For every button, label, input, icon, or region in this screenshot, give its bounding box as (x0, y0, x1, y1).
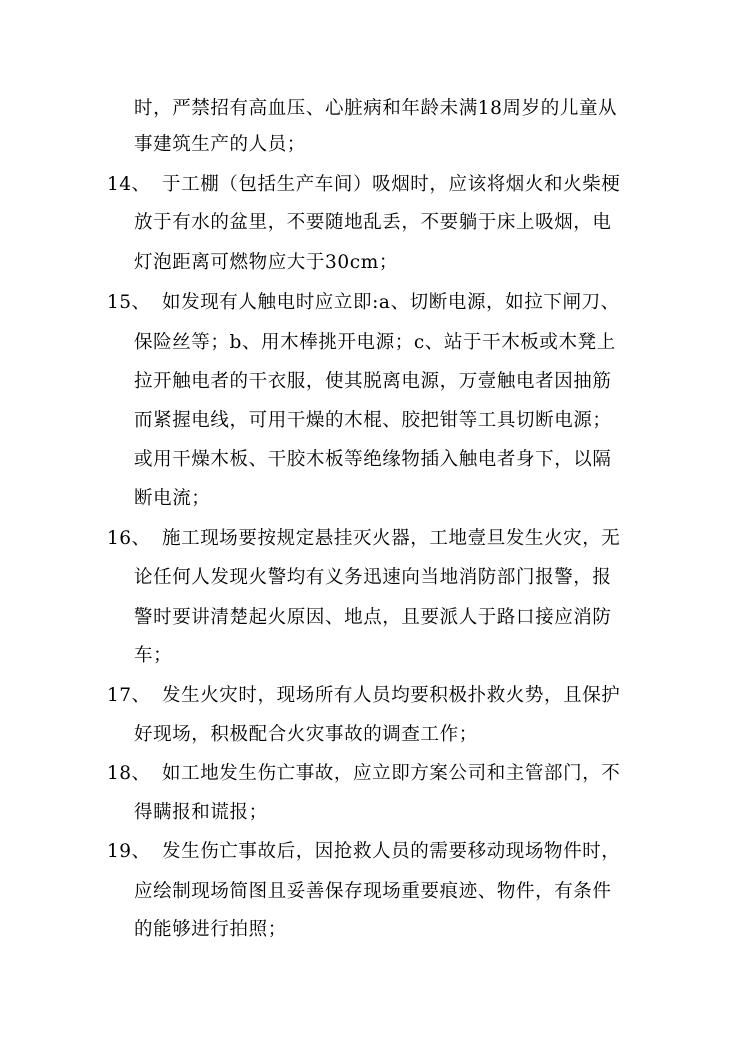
item-19-line-1: 发生伤亡事故后，因抢救人员的需要移动现场物件时， (162, 841, 621, 862)
item-16-line-4: 车； (134, 645, 173, 666)
item-19-line-3: 的能够进行拍照； (134, 919, 287, 940)
item-15-line-2: 保险丝等；b、用木棒挑开电源；c、站于干木板或木凳上 (134, 332, 616, 353)
item-14-line-3: 灯泡距离可燃物应大于30cm； (134, 252, 398, 273)
intro-line-2: 事建筑生产的人员； (134, 134, 306, 155)
item-number-17: 17、 (107, 685, 151, 706)
item-14-line-1: 于工棚（包括生产车间）吸烟时，应该将烟火和火柴梗 (162, 174, 621, 195)
item-number-16: 16、 (107, 528, 151, 549)
item-18-line-1: 如工地发生伤亡事故，应立即方案公司和主管部门，不 (162, 763, 621, 784)
item-number-14: 14、 (107, 174, 151, 195)
item-16-line-3: 警时要讲清楚起火原因、地点，且要派人于路口接应消防 (134, 607, 612, 628)
item-15-line-6: 断电流； (134, 488, 211, 509)
intro-line-1: 时，严禁招有高血压、心脏病和年龄未满18周岁的儿童从 (134, 98, 618, 119)
item-17-line-2: 好现场，积极配合火灾事故的调查工作； (134, 724, 478, 745)
item-15-line-5: 或用干燥木板、干胶木板等绝缘物插入触电者身下，以隔 (134, 449, 612, 470)
item-14-line-2: 放于有水的盆里，不要随地乱丢，不要躺于床上吸烟，电 (134, 212, 612, 233)
item-number-18: 18、 (107, 763, 151, 784)
item-16-line-1: 施工现场要按规定悬挂灭火器，工地壹旦发生火灾，无 (162, 528, 621, 549)
item-number-15: 15、 (107, 292, 151, 313)
item-17-line-1: 发生火灾时，现场所有人员均要积极扑救火势，且保护 (162, 685, 621, 706)
item-number-19: 19、 (107, 841, 151, 862)
item-15-line-4: 而紧握电线，可用干燥的木棍、胶把钳等工具切断电源； (134, 410, 612, 431)
item-15-line-1: 如发现有人触电时应立即:a、切断电源，如拉下闸刀、 (162, 292, 620, 313)
item-18-line-2: 得瞒报和谎报； (134, 802, 268, 823)
item-15-line-3: 拉开触电者的干衣服，使其脱离电源，万壹触电者因抽筋 (134, 371, 612, 392)
item-19-line-2: 应绘制现场简图且妥善保存现场重要痕迹、物件，有条件 (134, 881, 612, 902)
item-16-line-2: 论任何人发现火警均有义务迅速向当地消防部门报警，报 (134, 567, 612, 588)
